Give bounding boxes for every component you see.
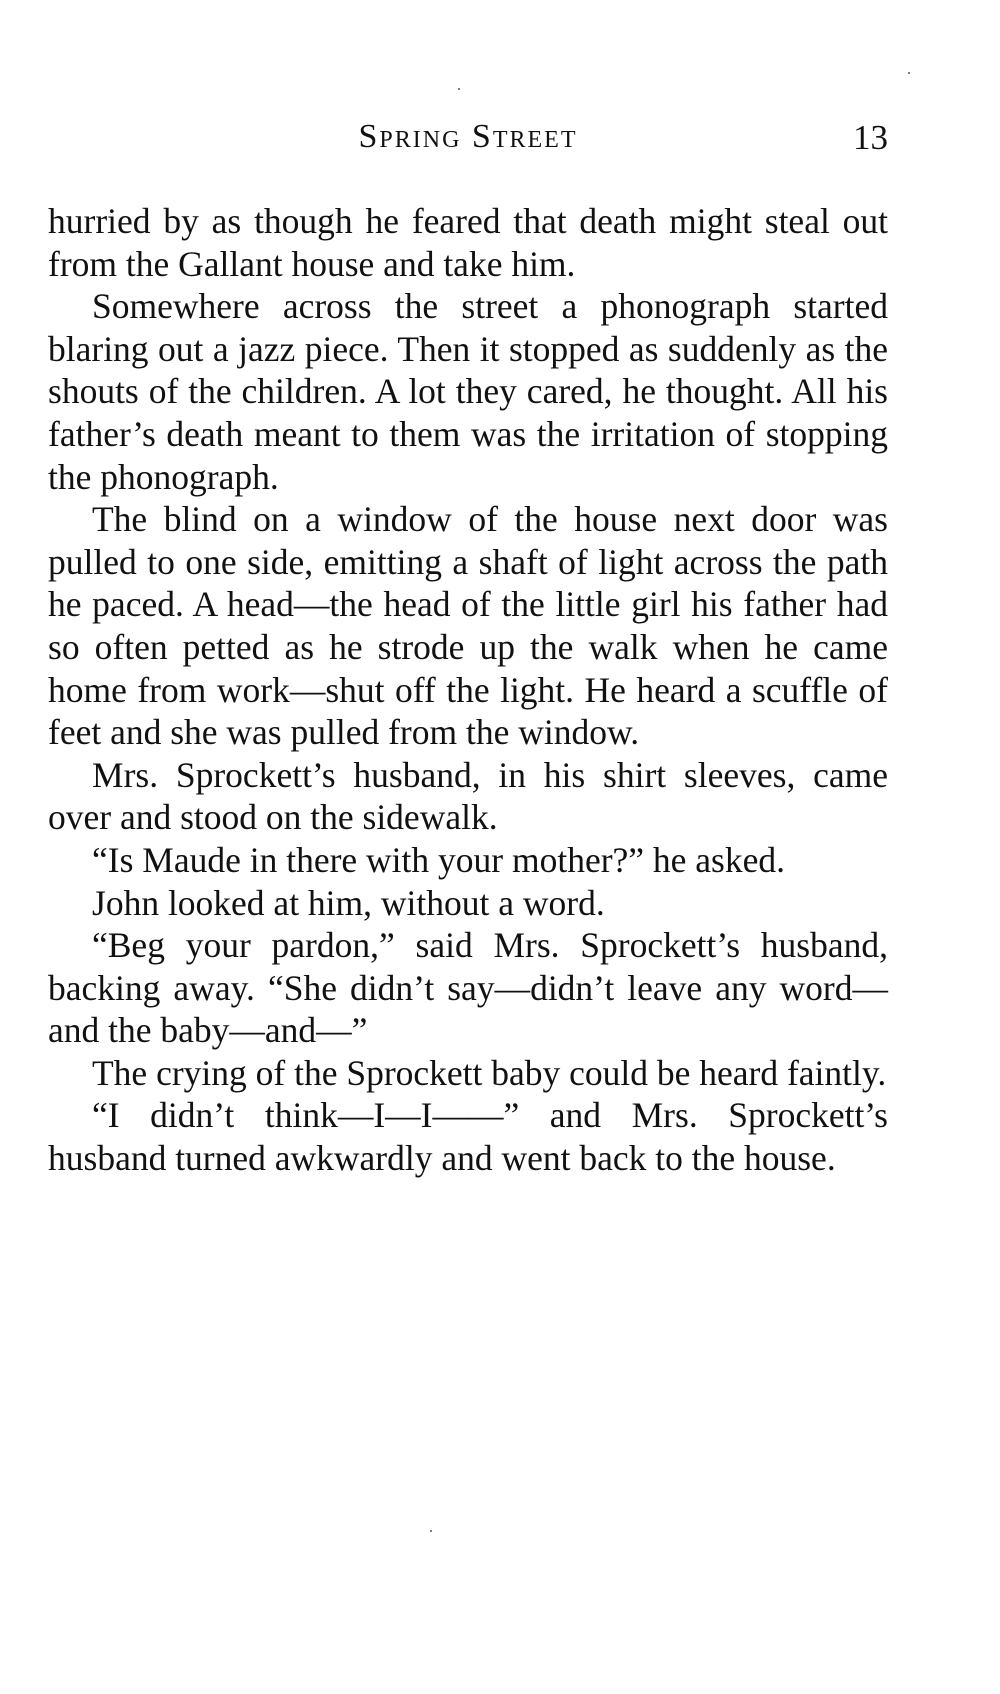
paragraph: Mrs. Sprockett’s husband, in his shirt sleeves, came over and stood on the sidewalk. (48, 754, 888, 838)
scan-speck (908, 72, 910, 74)
paragraph: “Beg your pardon,” said Mrs. Sprockett’s husband, backing away. “She didn’t say—didn’t leave any word—and the baby—and—” (48, 925, 888, 1051)
scan-speck (458, 88, 460, 90)
page-number: 13 (853, 118, 888, 157)
paragraph: The blind on a window of the house next door was pulled to one side, emitting a shaft of light across the path he paced. A head—the head of the little girl his father had so often petted as he strode up the walk when he came home from work—shut off the light. He heard a scuffle of feet and she was pulled from the window. (48, 499, 888, 753)
paragraph: The crying of the Sprockett baby could be heard faintly. (92, 1052, 887, 1093)
body-text (48, 200, 888, 1180)
scan-speck (430, 1530, 432, 1532)
paragraph: Somewhere across the street a phonograph started blaring out a jazz piece. Then it stopped as suddenly as the shouts of the children. A lot they cared, he thought. All his father’s death meant to them was the irritation of stopping the phonograph. (48, 286, 888, 497)
page-header (48, 118, 888, 168)
paragraph: John looked at him, without a word. (92, 882, 605, 923)
paragraph: hurried by as though he feared that death might steal out from the Gallant house and take him. (48, 201, 888, 284)
running-title: Spring Street (358, 118, 578, 155)
paragraph: “I didn’t think—I—I——” and Mrs. Sprockett’s husband turned awkwardly and went back to the house. (48, 1095, 888, 1179)
paragraph: “Is Maude in there with your mother?” he asked. (92, 839, 785, 880)
